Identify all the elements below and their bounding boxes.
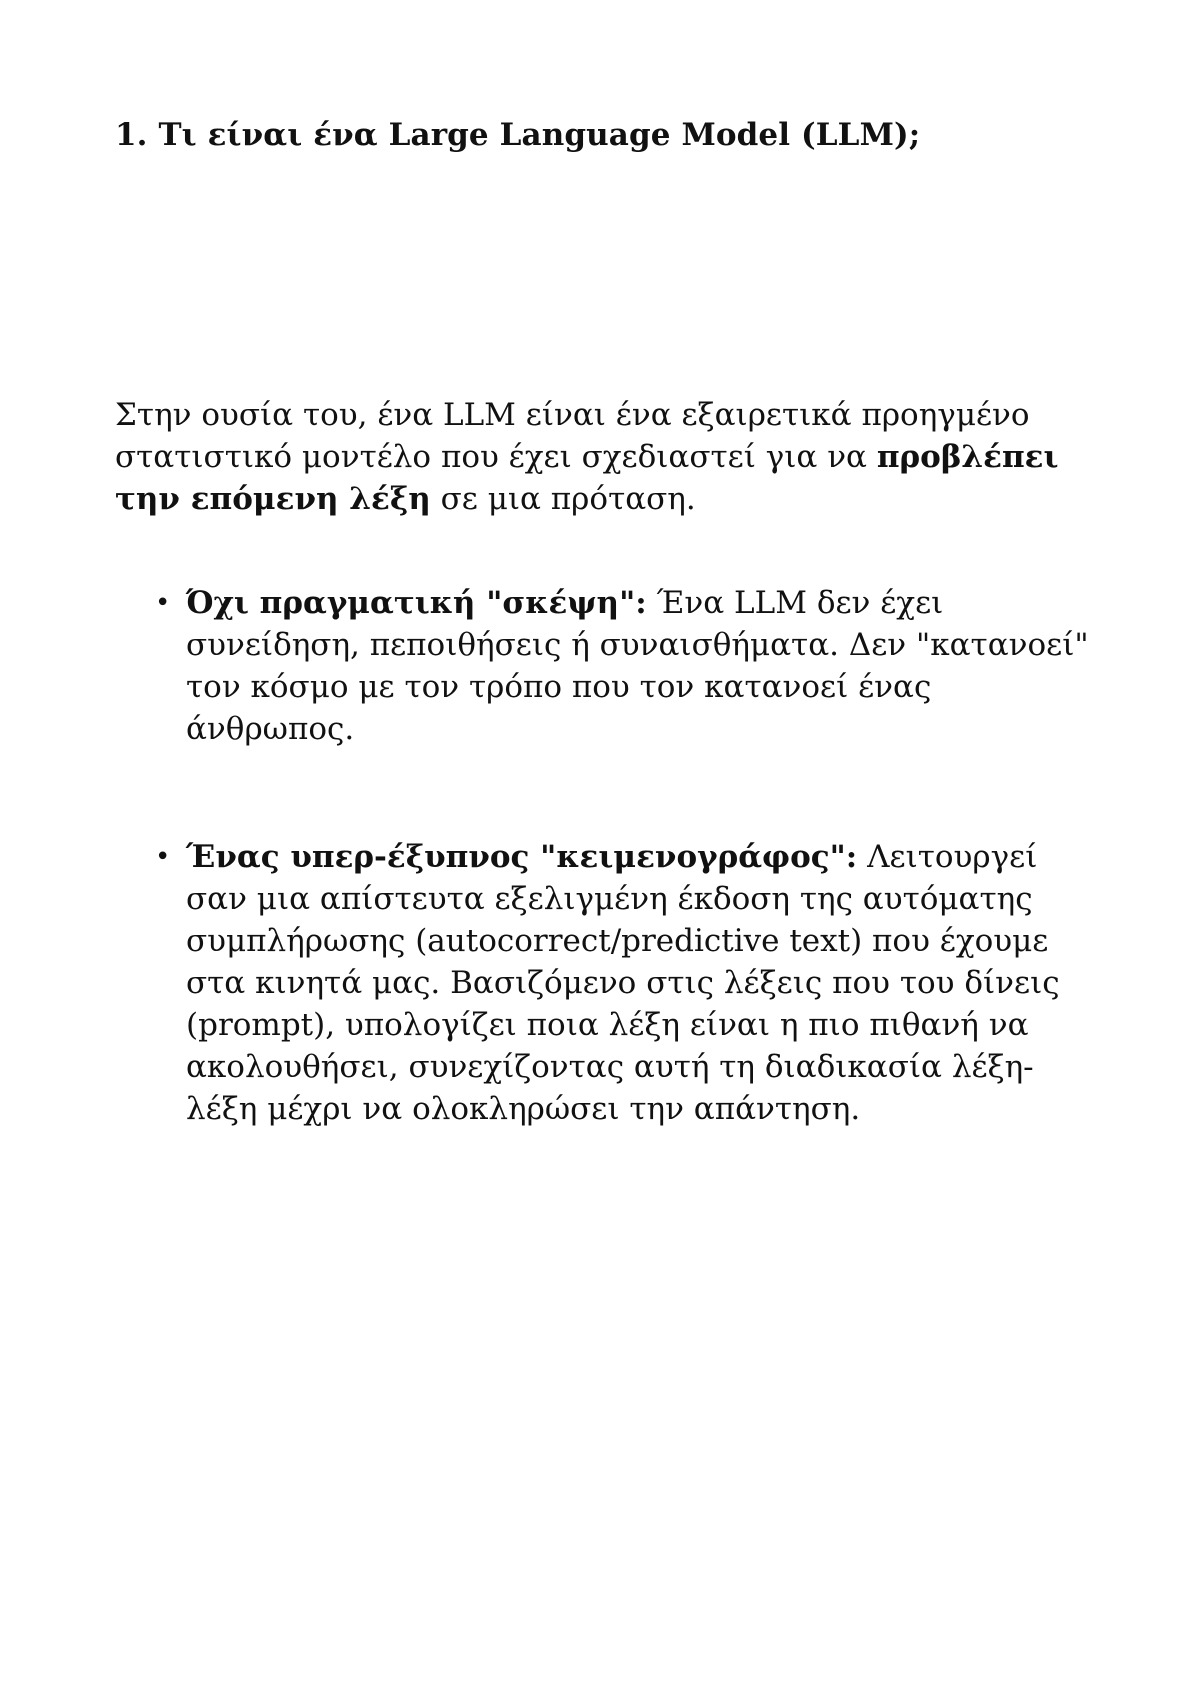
bullet-heading: Όχι πραγματική "σκέψη":: [186, 585, 647, 621]
intro-paragraph: [115, 394, 1075, 520]
bullet-heading: Ένας υπερ-έξυπνος "κειμενογράφος":: [186, 839, 858, 875]
bullet-text: Ένα LLM δεν έχει συνείδηση, πεποιθήσεις ή συναισθήματα. Δεν "κατανοεί" τον κόσμο με τον τρόπο που τον κατανοεί ένας άνθρωπος.: [186, 585, 1089, 747]
bullet-marker: •: [155, 842, 171, 872]
bullet-list: [155, 582, 1095, 1130]
intro-text-after: σε μια πρόταση.: [430, 481, 696, 517]
list-item: [155, 582, 1095, 750]
intro-text-before: Στην ουσία του, ένα LLM είναι ένα εξαιρετικά προηγμένο στατιστικό μοντέλο που έχει σχεδιαστεί για να: [115, 397, 1030, 475]
bullet-marker: •: [155, 588, 171, 618]
section-title: 1. Τι είναι ένα Large Language Model (LLM);: [115, 117, 921, 153]
intro-bold-phrase: προβλέπει την επόμενη λέξη: [115, 439, 1059, 517]
bullet-text: Λειτουργεί σαν μια απίστευτα εξελιγμένη έκδοση της αυτόματης συμπλήρωσης (autocorrect/predictive text) που έχουμε στα κινητά μας. Βασιζόμενο στις λέξεις που του δίνεις (prompt), υπολογίζει ποια λέξη είναι η πιο πιθανή να ακολουθήσει, συνεχίζοντας αυτή τη διαδικασία λέξη-λέξη μέχρι να ολοκληρώσει την απάντηση.: [186, 839, 1060, 1127]
list-item: [155, 836, 1095, 1130]
